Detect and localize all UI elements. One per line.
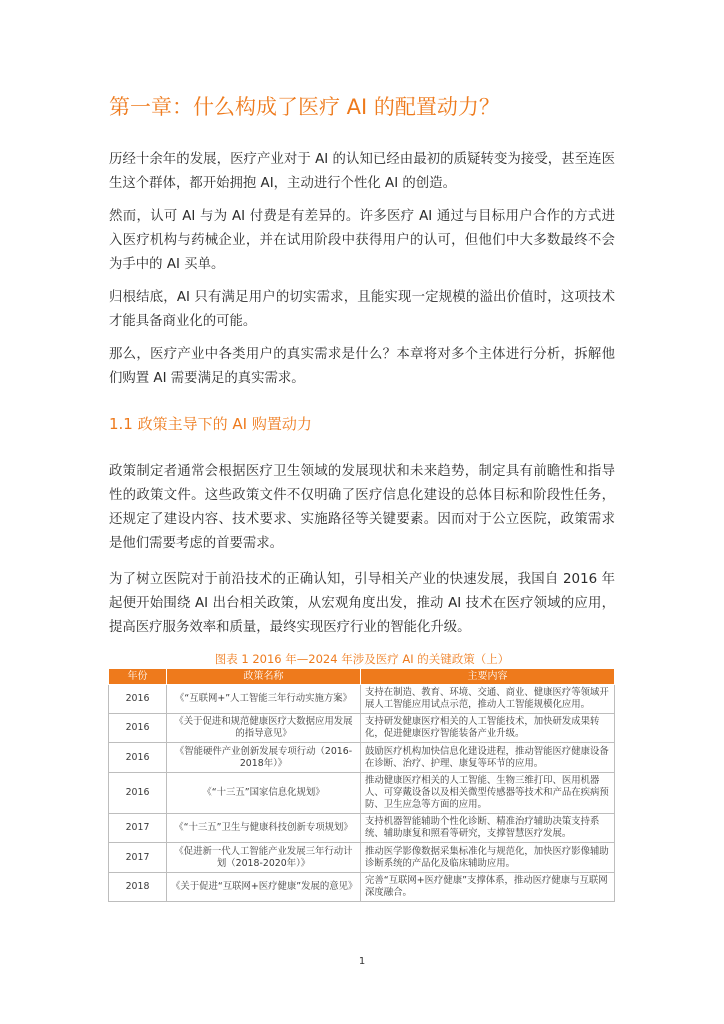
cell-content: 支持机器智能辅助个性化诊断、精准治疗辅助决策支持系统、辅助康复和照看等研究，支撑智慧医疗发展。 [361, 814, 615, 843]
table-row [109, 714, 615, 743]
intro-paragraph-2: 然而，认可 AI 与为 AI 付费是有差异的。许多医疗 AI 通过与目标用户合作的方式进入医疗机构与药械企业，并在试用阶段中获得用户的认可，但他们中大多数最终不会为手中的 AI 买单。 [109, 209, 615, 272]
section-paragraph-1: 政策制定者通常会根据医疗卫生领域的发展现状和未来趋势，制定具有前瞻性和指导性的政策文件。这些政策文件不仅明确了医疗信息化建设的总体目标和阶段性任务，还规定了建设内容、技术要求、实施路径等关键要素。因而对于公立医院，政策需求是他们需要考虑的首要需求。 [109, 464, 615, 551]
table-row [109, 773, 615, 814]
cell-year: 2016 [109, 743, 167, 773]
cell-policy-name: 《“十三五”国家信息化规划》 [167, 773, 361, 814]
table-row [109, 743, 615, 773]
section-paragraph-2: 为了树立医院对于前沿技术的正确认知，引导相关产业的快速发展，我国自 2016 年起便开始围绕 AI 出台相关政策，从宏观角度出发，推动 AI 技术在医疗领域的应用，提高医疗服务效率和质量，最终实现医疗行业的智能化升级。 [109, 572, 615, 635]
cell-content: 支持研发健康医疗相关的人工智能技术，加快研发成果转化，促进健康医疗智能装备产业升级。 [361, 714, 615, 743]
cell-year: 2016 [109, 685, 167, 714]
table-row [109, 814, 615, 843]
cell-policy-name: 《促进新一代人工智能产业发展三年行动计划（2018-2020年）》 [167, 843, 361, 873]
cell-content: 推动健康医疗相关的人工智能、生物三维打印、医用机器人、可穿戴设备以及相关微型传感器等技术和产品在疾病预防、卫生应急等方面的应用。 [361, 773, 615, 814]
policy-table [108, 668, 615, 902]
table-header-row [109, 669, 615, 685]
cell-policy-name: 《关于促进和规范健康医疗大数据应用发展的指导意见》 [167, 714, 361, 743]
header-policy-name: 政策名称 [167, 669, 361, 685]
table-row [109, 873, 615, 902]
cell-policy-name: 《“十三五”卫生与健康科技创新专项规划》 [167, 814, 361, 843]
intro-paragraph-1: 历经十余年的发展，医疗产业对于 AI 的认知已经由最初的质疑转变为接受，甚至连医生这个群体，都开始拥抱 AI，主动进行个性化 AI 的创造。 [109, 152, 615, 191]
cell-year: 2018 [109, 873, 167, 902]
chapter-heading: 第一章：什么构成了医疗 AI 的配置动力？ [109, 95, 500, 119]
table-row [109, 843, 615, 873]
header-main-content: 主要内容 [361, 669, 615, 685]
header-year: 年份 [109, 669, 167, 685]
cell-year: 2016 [109, 773, 167, 814]
cell-content: 鼓励医疗机构加快信息化建设进程，推动智能医疗健康设备在诊断、治疗、护理、康复等环节的应用。 [361, 743, 615, 773]
cell-content: 完善“互联网+医疗健康”支撑体系，推动医疗健康与互联网深度融合。 [361, 873, 615, 902]
intro-paragraph-3: 归根结底，AI 只有满足用户的切实需求，且能实现一定规模的溢出价值时，这项技术才能具备商业化的可能。 [109, 290, 615, 329]
intro-paragraph-4: 那么，医疗产业中各类用户的真实需求是什么？本章将对多个主体进行分析，拆解他们购置 AI 需要满足的真实需求。 [109, 347, 615, 386]
cell-content: 支持在制造、教育、环境、交通、商业、健康医疗等领域开展人工智能应用试点示范，推动人工智能规模化应用。 [361, 685, 615, 714]
cell-year: 2017 [109, 843, 167, 873]
cell-policy-name: 《“互联网+”人工智能三年行动实施方案》 [167, 685, 361, 714]
cell-policy-name: 《智能硬件产业创新发展专项行动（2016-2018年）》 [167, 743, 361, 773]
cell-content: 推动医学影像数据采集标准化与规范化，加快医疗影像辅助诊断系统的产品化及临床辅助应用。 [361, 843, 615, 873]
table-caption: 图表 1 2016 年—2024 年涉及医疗 AI 的关键政策（上） [214, 652, 510, 666]
page-number: 1 [358, 956, 366, 967]
cell-year: 2017 [109, 814, 167, 843]
cell-policy-name: 《关于促进“互联网+医疗健康”发展的意见》 [167, 873, 361, 902]
section-heading: 1.1 政策主导下的 AI 购置动力 [109, 415, 312, 433]
table-row [109, 685, 615, 714]
cell-year: 2016 [109, 714, 167, 743]
